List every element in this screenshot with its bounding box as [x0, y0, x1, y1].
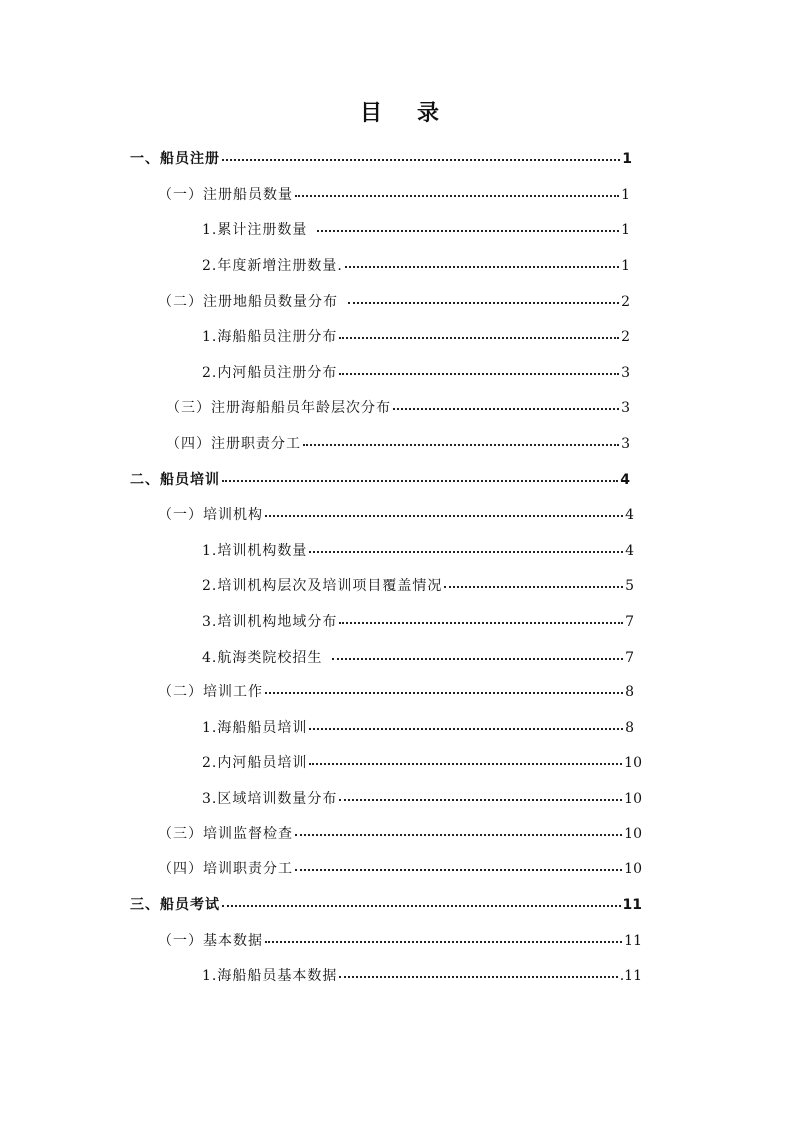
page-title — [0, 96, 800, 127]
toc-entry[interactable] — [202, 574, 634, 596]
toc-entry-label: 2.内河船员培训 — [202, 755, 308, 771]
toc-entry[interactable] — [202, 716, 634, 738]
toc-entry-label: （一）培训机构 — [158, 507, 263, 523]
toc-entry-page: 11 — [624, 933, 642, 949]
toc-entry[interactable] — [158, 183, 630, 205]
toc-entry-label: 3.培训机构地域分布 — [202, 614, 338, 630]
toc-entry-label: 1.海船船员注册分布 — [202, 329, 338, 345]
toc-entry-page: 5 — [625, 578, 634, 594]
toc-entry[interactable] — [202, 964, 642, 986]
toc-entry-label: 1.海船船员基本数据 — [202, 968, 338, 984]
toc-entry-page: 4 — [620, 472, 630, 488]
toc-entry-page: 3 — [621, 400, 630, 416]
toc-entry-label: 二、船员培训 — [130, 472, 220, 488]
toc-entry[interactable] — [158, 822, 642, 844]
toc-entry-page: 3 — [621, 436, 630, 452]
toc-entry-label: （二）注册地船员数量分布 — [158, 294, 338, 310]
toc-entry-page: 2 — [621, 329, 630, 345]
toc-entry[interactable] — [202, 218, 630, 240]
toc-entry[interactable] — [130, 468, 630, 490]
toc-entry-page: 1 — [621, 222, 630, 238]
toc-entry[interactable] — [202, 254, 630, 276]
toc-entry[interactable] — [202, 361, 630, 383]
toc-entry[interactable] — [158, 929, 642, 951]
toc-entry-page: 4 — [625, 507, 634, 523]
toc-entry-page: 4 — [625, 543, 634, 559]
toc-entry-label: 2.内河船员注册分布 — [202, 365, 338, 381]
toc-entry[interactable] — [130, 893, 642, 915]
toc-entry-page: 8 — [625, 684, 634, 700]
toc-entry[interactable] — [130, 147, 632, 169]
toc-entry[interactable] — [202, 539, 634, 561]
toc-entry-page: 1 — [621, 258, 630, 274]
toc-entry[interactable] — [202, 325, 630, 347]
toc-entry-page: 11 — [622, 897, 642, 913]
title-char-2: 录 — [417, 101, 441, 126]
toc-entry-label: 三、船员考试 — [130, 897, 220, 913]
toc-entry[interactable] — [202, 646, 634, 668]
toc-entry-label: （一）注册船员数量 — [158, 187, 293, 203]
toc-entry-label: 一、船员注册 — [130, 151, 220, 167]
toc-entry-label: 2.培训机构层次及培训项目覆盖情况 — [202, 578, 443, 594]
title-char-1: 目 — [359, 101, 383, 126]
toc-entry-page: 3 — [621, 365, 630, 381]
toc-entry[interactable] — [166, 396, 630, 418]
toc-entry[interactable] — [202, 751, 642, 773]
toc-entry-page: 2 — [621, 294, 630, 310]
toc-entry-label: 2.年度新增注册数量. — [202, 258, 343, 274]
toc-entry-label: （三）注册海船船员年龄层次分布 — [166, 400, 391, 416]
toc-entry-page: 10 — [624, 861, 642, 877]
toc-entry[interactable] — [202, 787, 642, 809]
toc-entry[interactable] — [166, 432, 630, 454]
toc-entry[interactable] — [202, 610, 634, 632]
toc-entry-label: （二）培训工作 — [158, 684, 263, 700]
toc-entry-page: 7 — [625, 650, 634, 666]
toc-entry-page: 1 — [621, 187, 630, 203]
toc-entry-page: 8 — [625, 720, 634, 736]
toc-entry[interactable] — [158, 503, 634, 525]
toc-entry[interactable] — [158, 857, 642, 879]
toc-entry-page: 10 — [624, 755, 642, 771]
toc-entry-page: 10 — [624, 826, 642, 842]
toc-entry-label: 4.航海类院校招生 — [202, 650, 323, 666]
toc-entry-label: 1.培训机构数量 — [202, 543, 308, 559]
toc-entry[interactable] — [158, 680, 634, 702]
toc-entry-page: 10 — [624, 791, 642, 807]
toc-entry-page: 1 — [622, 151, 632, 167]
toc-entry-page: 7 — [625, 614, 634, 630]
toc-entry-label: （四）培训职责分工 — [158, 861, 293, 877]
toc-entry-label: 1.海船船员培训 — [202, 720, 308, 736]
toc-entry[interactable] — [158, 290, 630, 312]
toc-entry-label: 1.累计注册数量 — [202, 222, 308, 238]
toc-entry-label: 3.区域培训数量分布 — [202, 791, 338, 807]
toc-entry-label: （四）注册职责分工 — [166, 436, 301, 452]
toc-entry-page: .11 — [619, 968, 642, 984]
toc-entry-label: （一）基本数据 — [158, 933, 263, 949]
toc-entry-label: （三）培训监督检查 — [158, 826, 293, 842]
